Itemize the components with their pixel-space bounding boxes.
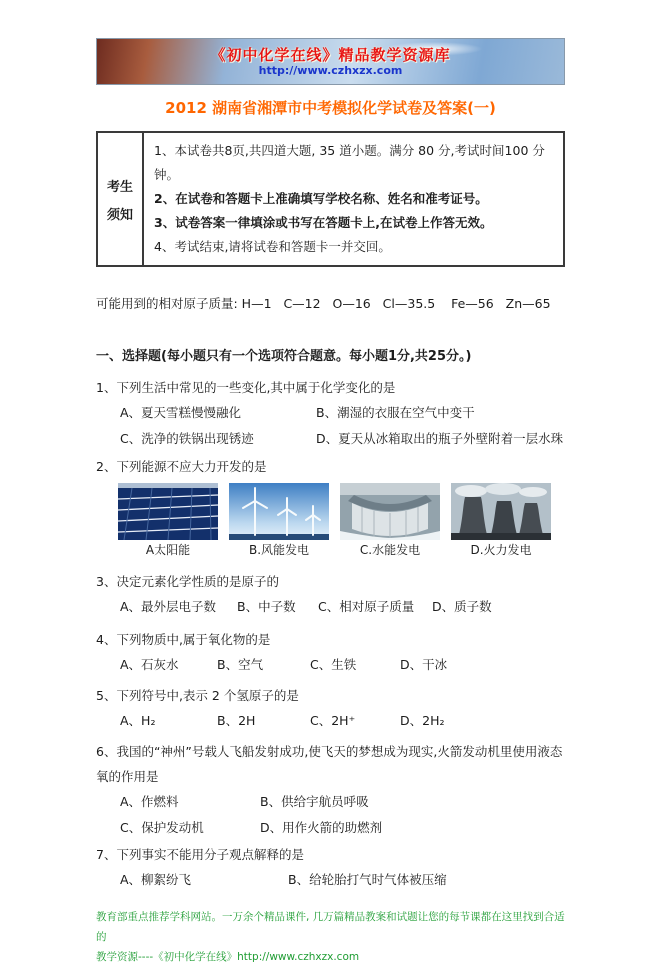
page-footer — [96, 907, 565, 967]
question-3-stem: 3、决定元素化学性质的是原子的 — [96, 574, 279, 589]
option-b: B、潮湿的衣服在空气中变干 — [316, 405, 475, 420]
image-caption-solar: A太阳能 — [145, 543, 191, 557]
notice-item-1: 1、本试卷共8页,共四道大题, 35 道小题。满分 80 分,考试时间100 分钟。 — [154, 143, 545, 182]
banner-title: 《初中化学在线》精品教学资源库 — [210, 45, 451, 64]
question-1 — [96, 375, 565, 452]
option-d: D、2H₂ — [400, 713, 445, 728]
thermal-power-image — [451, 483, 551, 540]
question-4-stem: 4、下列物质中,属于氧化物的是 — [96, 632, 271, 647]
solar-panels-image — [118, 483, 218, 540]
footer-line-1: 教育部重点推荐学科网站。一万余个精品课件, 几万篇精品教案和试题让您的每节课都在这里找到合适的 — [96, 911, 565, 943]
image-caption-wind: B.风能发电 — [248, 543, 310, 557]
option-a: A、石灰水 — [120, 657, 179, 672]
question-2 — [96, 454, 565, 557]
wind-turbines-image — [229, 483, 329, 540]
section-heading: 一、选择题(每小题只有一个选项符合题意。每小题1分,共25分。) — [96, 349, 472, 364]
notice-item-4: 4、考试结束,请将试卷和答题卡一并交回。 — [154, 239, 391, 254]
option-b: B、给轮胎打气时气体被压缩 — [288, 872, 447, 887]
option-b: B、2H — [217, 713, 256, 728]
energy-option-b — [229, 483, 329, 557]
energy-option-a — [118, 483, 218, 557]
notice-item-3: 3、试卷答案一律填涂或书写在答题卡上,在试卷上作答无效。 — [154, 215, 493, 230]
image-caption-thermal: D.火力发电 — [470, 543, 532, 557]
option-b: B、空气 — [217, 657, 264, 672]
notice-label — [98, 133, 144, 265]
option-a: A、H₂ — [120, 713, 156, 728]
option-d: D、质子数 — [432, 599, 492, 614]
hydro-dam-image — [340, 483, 440, 540]
banner-url-link[interactable]: http://www.czhxzx.com — [258, 63, 403, 77]
option-c: C、生铁 — [310, 657, 357, 672]
notice-label-line1: 考生 — [106, 179, 133, 195]
question-6-stem: 6、我国的“神州”号载人飞船发射成功,使飞天的梦想成为现实,火箭发动机里使用液态氧的作用是 — [96, 744, 563, 784]
option-c: C、2H⁺ — [310, 713, 356, 728]
footer-url-link[interactable]: http://www.czhxzx.com — [237, 951, 360, 963]
energy-option-d — [451, 483, 551, 557]
question-7-stem: 7、下列事实不能用分子观点解释的是 — [96, 847, 304, 862]
question-6-options — [96, 789, 565, 841]
question-2-stem: 2、下列能源不应大力开发的是 — [96, 459, 267, 474]
option-c: C、洗净的铁锅出现锈迹 — [120, 431, 254, 446]
option-b: B、供给宇航员呼吸 — [260, 794, 369, 809]
question-2-images — [96, 483, 565, 557]
image-caption-hydro: C.水能发电 — [359, 543, 421, 557]
option-a: A、最外层电子数 — [120, 599, 217, 614]
option-c: C、相对原子质量 — [318, 599, 415, 614]
site-banner — [96, 38, 565, 85]
atomic-mass-line: 可能用到的相对原子质量: H—1 C—12 O—16 Cl—35.5 Fe—56 Zn—65 — [96, 296, 551, 311]
question-4-options — [96, 652, 565, 678]
option-a: A、作燃料 — [120, 794, 179, 809]
question-7 — [96, 842, 565, 893]
option-c: C、保护发动机 — [120, 820, 204, 835]
option-b: B、中子数 — [237, 599, 296, 614]
notice-items — [144, 133, 563, 265]
option-a: A、夏天雪糕慢慢融化 — [120, 405, 242, 420]
option-d: D、用作火箭的助燃剂 — [260, 820, 383, 835]
footer-line-2-text: 教学资源----《初中化学在线》 — [96, 951, 238, 963]
page-title: 2012 湖南省湘潭市中考模拟化学试卷及答案(一) — [165, 99, 496, 117]
option-d: D、夏天从冰箱取出的瓶子外壁附着一层水珠 — [316, 431, 564, 446]
exam-page — [96, 38, 565, 967]
question-1-options — [96, 400, 565, 452]
question-5-stem: 5、下列符号中,表示 2 个氢原子的是 — [96, 688, 299, 703]
question-5-options — [96, 708, 565, 734]
question-6 — [96, 739, 565, 841]
question-3 — [96, 569, 565, 620]
energy-option-c — [340, 483, 440, 557]
notice-item-2: 2、在试卷和答题卡上准确填写学校名称、姓名和准考证号。 — [154, 191, 488, 206]
notice-table — [96, 131, 565, 267]
question-3-options — [96, 594, 565, 620]
option-a: A、柳絮纷飞 — [120, 872, 192, 887]
question-4 — [96, 627, 565, 678]
question-7-options — [96, 867, 565, 893]
option-d: D、干冰 — [400, 657, 448, 672]
question-5 — [96, 683, 565, 734]
question-1-stem: 1、下列生活中常见的一些变化,其中属于化学变化的是 — [96, 380, 396, 395]
footer-line-2 — [96, 947, 565, 967]
notice-label-line2: 须知 — [106, 207, 133, 223]
